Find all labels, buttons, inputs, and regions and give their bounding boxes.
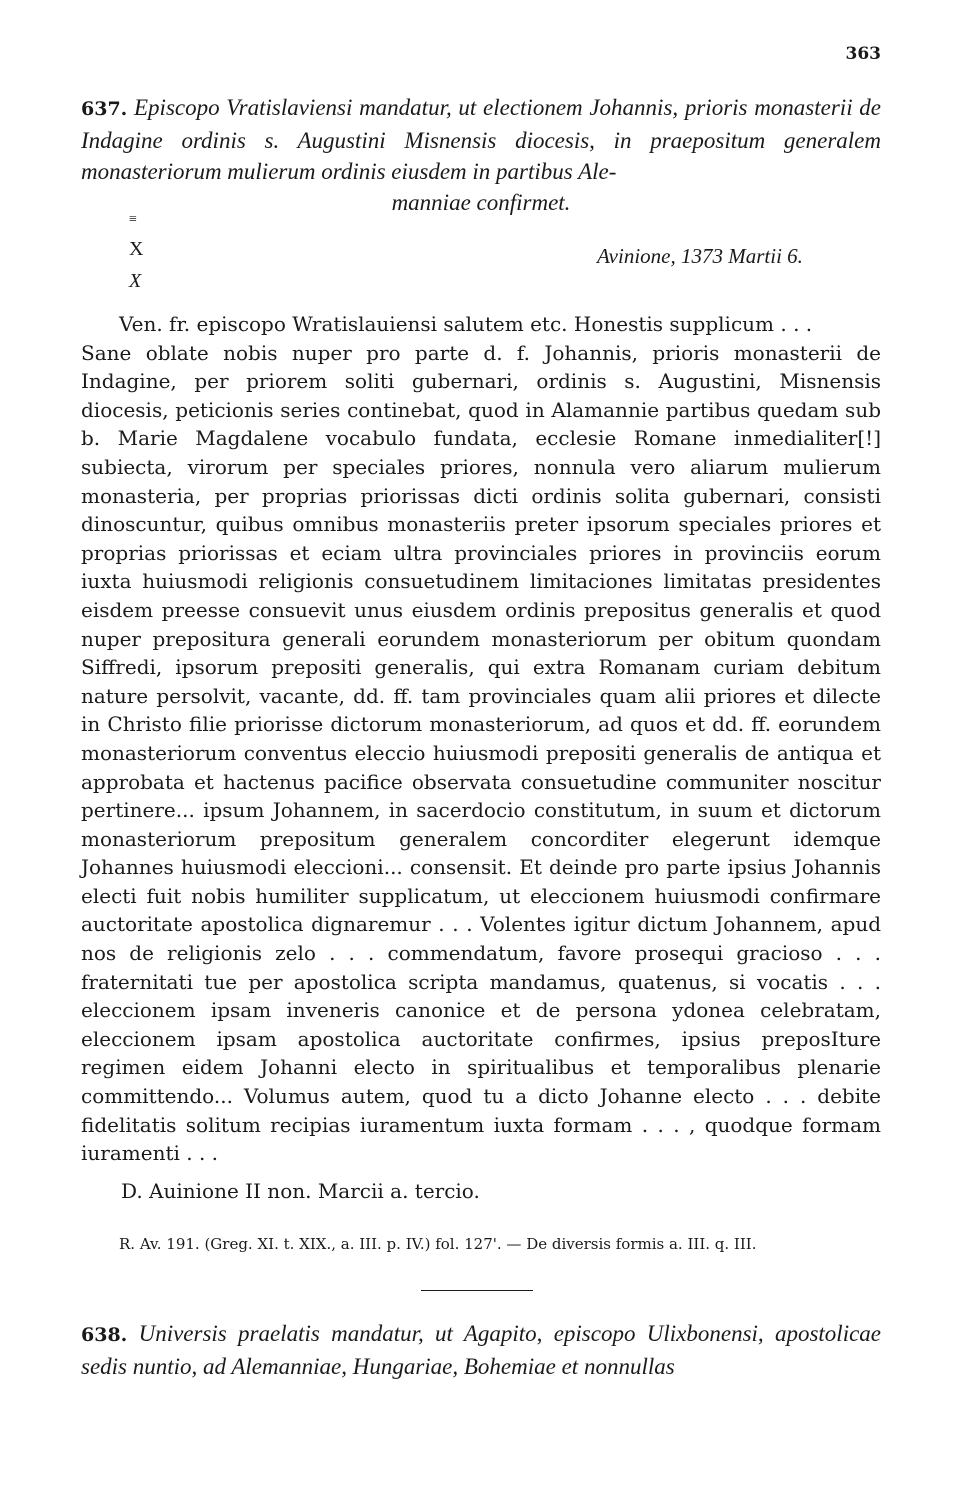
body-paragraph-2: Sane oblate nobis nuper pro parte d. f. Johannis, prioris monasterii de Indagine, per priorem soliti gubernari, ordinis s. Augustini, Misnensis diocesis, peticionis series continebat, quod in Alamannie partibus quedam sub b. Marie Magdalene vocabulo fundata, ecclesie Romane inmedialiter[!] subiecta, virorum per speciales priores, nonnula vero aliarum mulierum monasteria, per proprias priorissas dicti ordinis solita gubernari, consisti dinoscuntur, quibus omnibus monasteriis preter ipsorum speciales priores et proprias priorissas et eciam ultra provinciales priores in provinciis eorum iuxta huiusmodi religionis consuetudinem limitaciones limitatas presidentes eisdem preesse consuevit unus eiusdem ordinis prepositus generalis et quod nuper prepositura generali eorundem monasteriorum per obitum quondam Siffredi, ipsorum prepositi generalis, qui extra Romanam curiam debitum nature persolvit, vacante, dd. ff. tam provinciales quam alii priores et dilecte in Christo filie priorisse dictorum monasteriorum, ad quos et dd. ff. eorundem monasteriorum conventus eleccio huiusmodi prepositi generalis de antiqua et approbata et hactenus pacifice observata consuetudine communiter noscitur pertinere... ipsum Johannem, in sacerdocio constitutum, in suum et dictorum monasteriorum prepositum generalem concorditer elegerunt idemque Johannes huiusmodi eleccioni... consensit. Et deinde pro parte ipsius Johannis electi fuit nobis humiliter supplicatum, ut eleccionem huiusmodi confirmare auctoritate apostolica dignaremur . . . Volentes igitur dictum Johannem, apud nos de religionis zelo . . . commendatum, favore prosequi gracioso . . . fraternitati tue per apostolica scripta mandamus, quatenus, si vocatis . . . eleccionem ipsam inveneris canonice et de persona ydonea celebratam, eleccionem ipsam apostolica auctoritate confirmes, ipsius preposIture regimen eidem Johanni electo in spiritualibus et temporalibus plenarie committendo... Volumus autem, quod tu a dicto Johanne electo . . . debite fidelitatis solitum recipias iuramentum iuxta formam . . . , quodque formam iuramenti . . . <box>81 340 881 1166</box>
signature-x-italic: X <box>129 270 142 292</box>
entry-637-number: 637. <box>81 98 128 120</box>
signature-x-upright: X <box>129 238 144 260</box>
entry-637-body <box>81 310 881 1168</box>
signature-mark: ≡ <box>129 212 136 227</box>
body-paragraph-1: Ven. fr. episcopo Wratislauiensi salutem etc. Honestis supplicum . . . <box>119 312 813 336</box>
entry-638-heading <box>81 1318 881 1382</box>
entry-637-title-end: manniae confirmet. <box>391 190 571 215</box>
source-note: R. Av. 191. (Greg. XI. t. XIX., a. III. p. IV.) fol. 127'. — De diversis formis a. III. q. III. <box>119 1235 757 1253</box>
place-date: Avinione, 1373 Martii 6. <box>597 244 803 268</box>
entry-637-title: Episcopo Vratislaviensi mandatur, ut electionem Johannis, prioris monasterii de Indagine ordinis s. Augustini Misnensis diocesis, in praepositum generalem monasteriorum mulierum ordinis eiusdem in partibus Ale- <box>81 95 881 184</box>
entry-637-heading <box>81 92 881 218</box>
dating-clause: D. Auinione II non. Marcii a. tercio. <box>121 1179 480 1203</box>
entry-638-number: 638. <box>81 1324 128 1346</box>
section-divider <box>421 1290 533 1291</box>
page-number: 363 <box>845 44 881 64</box>
entry-638-title: Universis praelatis mandatur, ut Agapito, episcopo Ulixbonensi, apostolicae sedis nuntio, ad Alemanniae, Hungariae, Bohemiae et nonnullas <box>81 1321 881 1379</box>
